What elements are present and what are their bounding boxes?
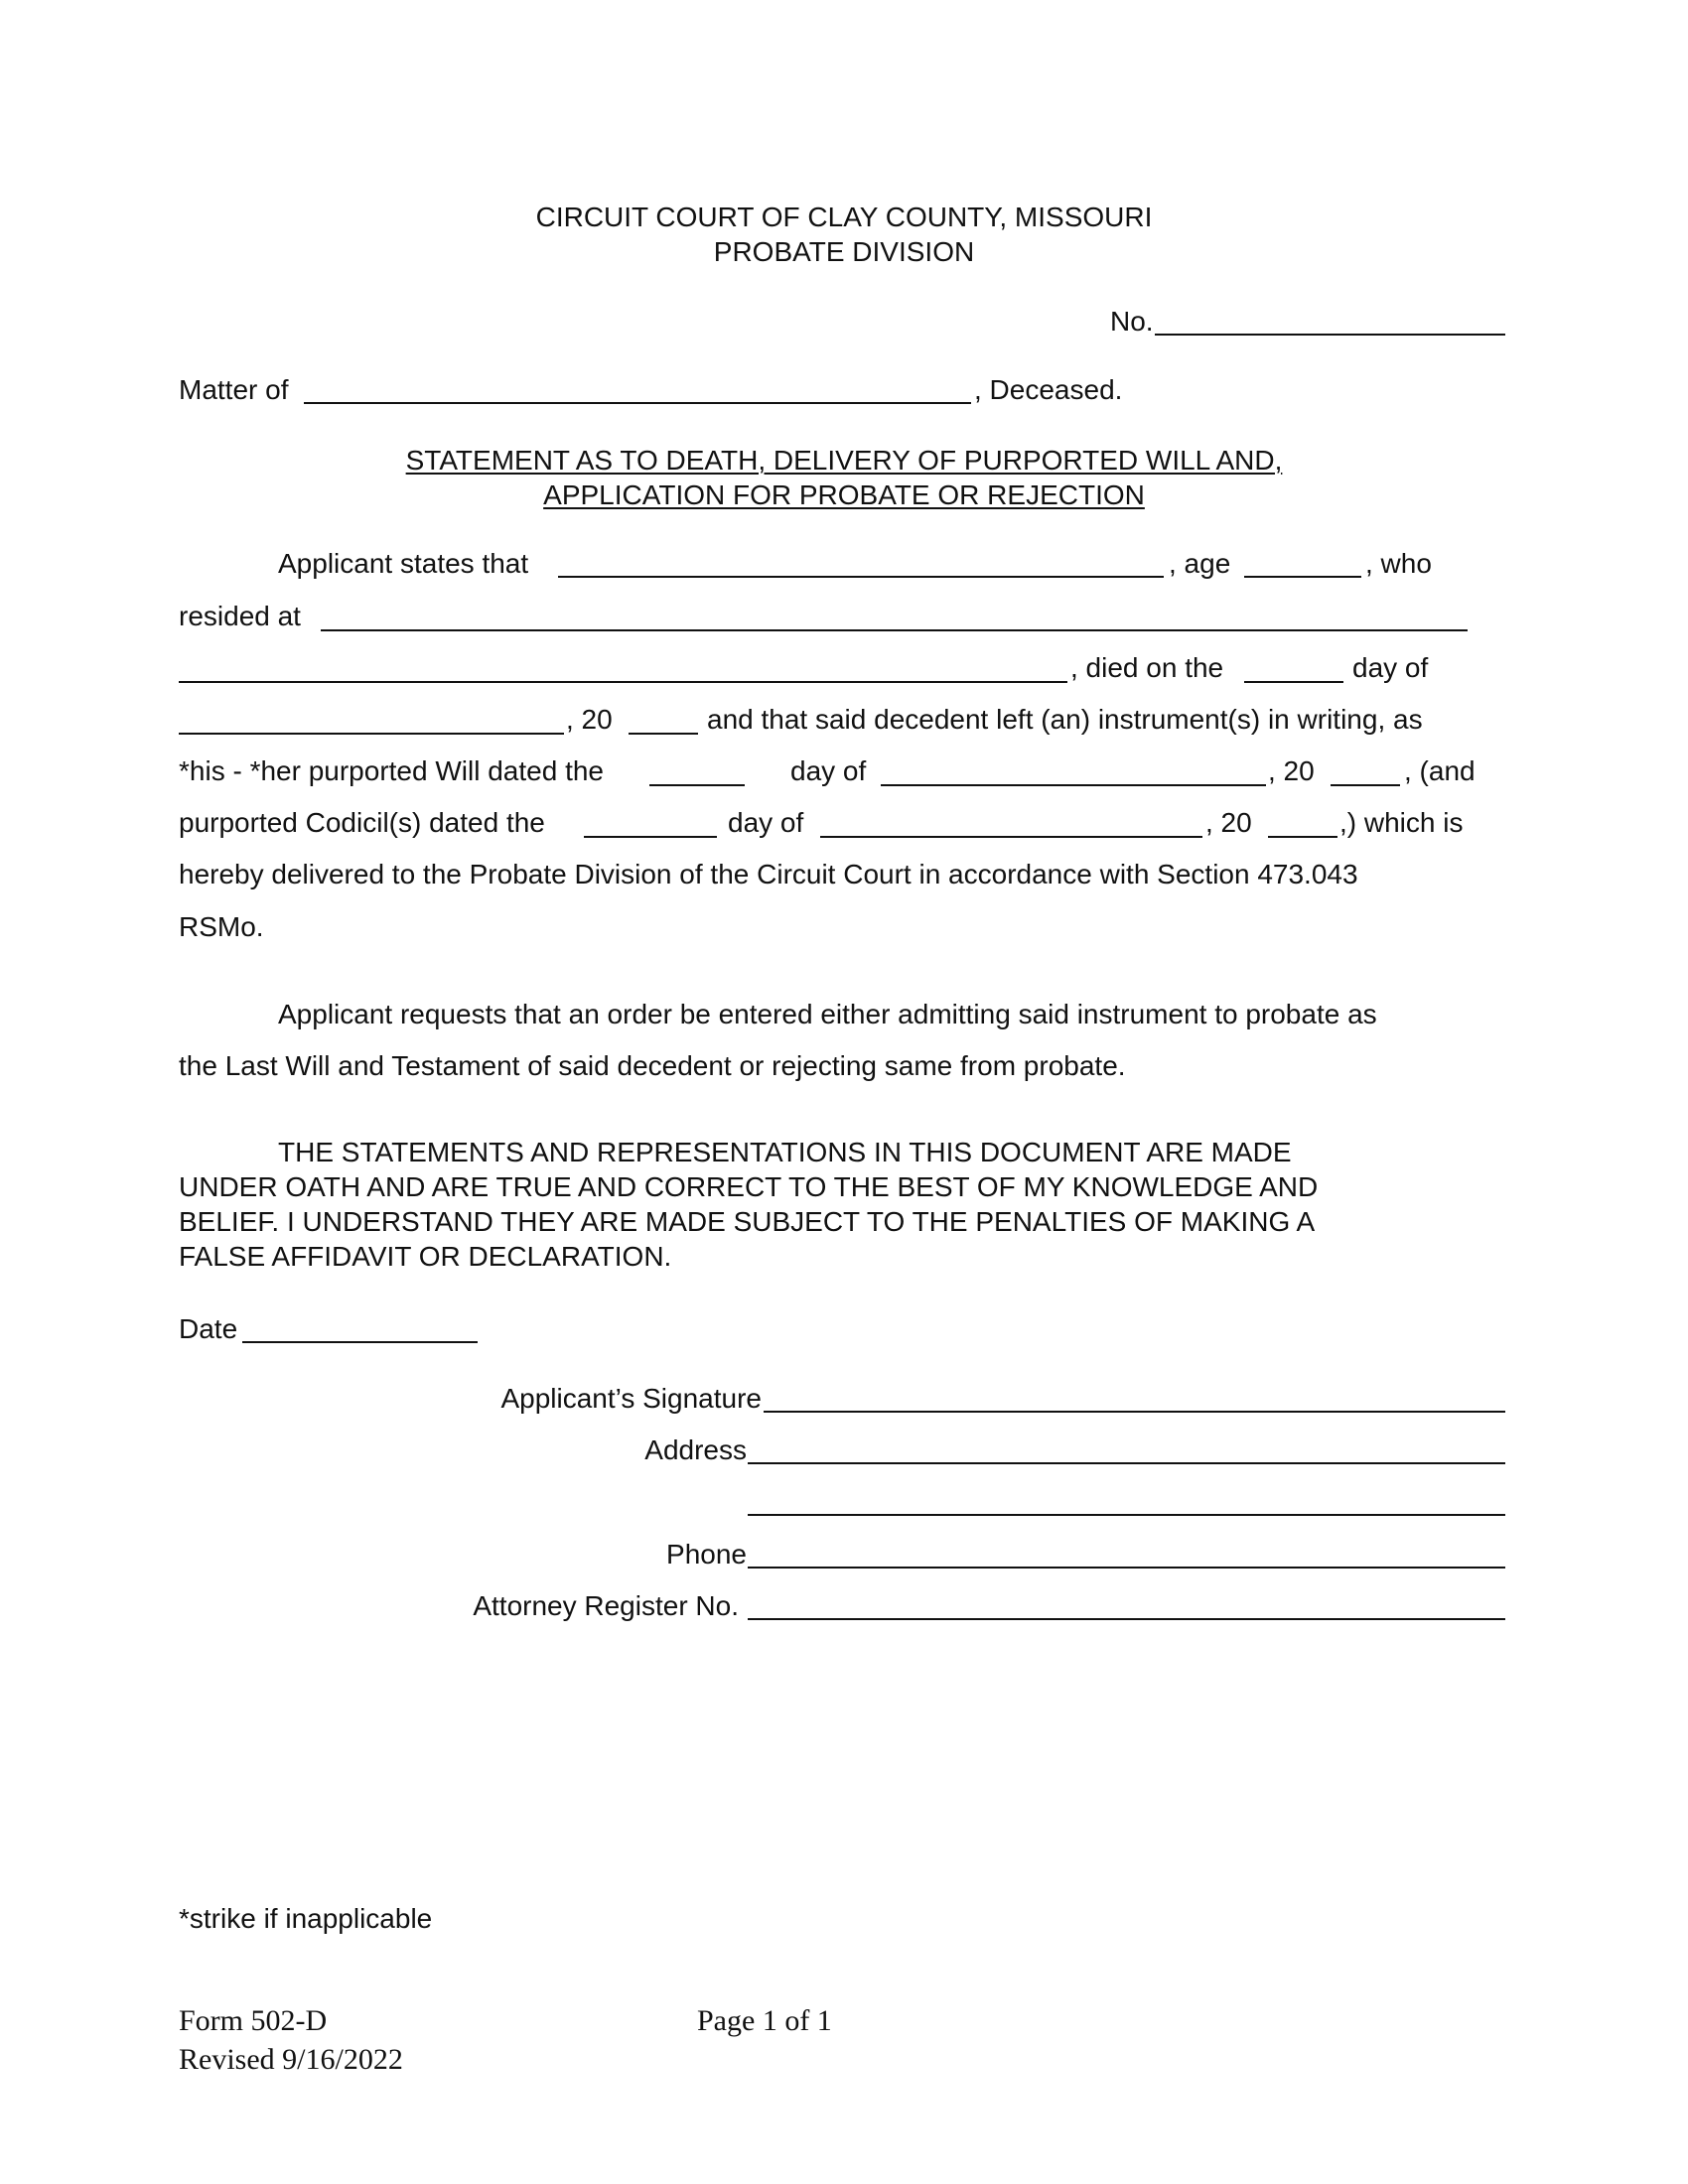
applicant-signature-label: Applicant’s Signature (500, 1383, 762, 1414)
stmt-day-of-2: day of (790, 755, 867, 786)
stmt-instrument: and that said decedent left (an) instrument(s) in writing, as (707, 704, 1423, 735)
attorney-register-label: Attorney Register No. (473, 1590, 739, 1621)
address-field-2[interactable] (748, 1514, 1505, 1516)
codicil-year-field[interactable] (1268, 836, 1337, 838)
stmt-and: , (and (1404, 755, 1476, 786)
address-label: Address (644, 1434, 747, 1465)
revision-date: Revised 9/16/2022 (179, 2043, 403, 2076)
age-field[interactable] (1244, 576, 1361, 578)
oath-paragraph (179, 1135, 1470, 1274)
stmt-age: , age (1169, 548, 1231, 579)
address-field-1[interactable] (748, 1462, 1505, 1464)
residence-field-1[interactable] (321, 629, 1468, 631)
codicil-month-field[interactable] (820, 836, 1202, 838)
stmt-resided-at: resided at (179, 601, 301, 631)
stmt-applicant-states: Applicant states that (278, 548, 529, 579)
phone-label: Phone (666, 1539, 747, 1570)
stmt-which-is: ,) which is (1339, 807, 1464, 838)
oath-line-4: FALSE AFFIDAVIT OR DECLARATION. (179, 1241, 672, 1272)
request-line-1: Applicant requests that an order be entered either admitting said instrument to probate as (278, 999, 1377, 1029)
stmt-rsmo: RSMo. (179, 911, 264, 942)
will-month-field[interactable] (881, 784, 1266, 786)
date-label: Date (179, 1313, 238, 1344)
stmt-delivered: hereby delivered to the Probate Division of the Circuit Court in accordance with Section 473.043 (179, 859, 1358, 889)
stmt-year-prefix-2: , 20 (1268, 755, 1315, 786)
court-name: CIRCUIT COURT OF CLAY COUNTY, MISSOURI (535, 202, 1153, 232)
death-month-field[interactable] (179, 733, 564, 735)
matter-of-label: Matter of (179, 374, 289, 405)
deceased-label: , Deceased. (974, 374, 1123, 405)
date-field[interactable] (242, 1341, 478, 1343)
oath-line-2: UNDER OATH AND ARE TRUE AND CORRECT TO THE BEST OF MY KNOWLEDGE AND (179, 1171, 1319, 1202)
phone-field[interactable] (748, 1567, 1505, 1569)
stmt-who: , who (1365, 548, 1432, 579)
stmt-will-dated: *his - *her purported Will dated the (179, 755, 604, 786)
will-day-field[interactable] (649, 784, 745, 786)
strike-footnote: *strike if inapplicable (179, 1903, 433, 1934)
request-line-2: the Last Will and Testament of said decedent or rejecting same from probate. (179, 1050, 1126, 1081)
oath-line-3: BELIEF. I UNDERSTAND THEY ARE MADE SUBJECT TO THE PENALTIES OF MAKING A (179, 1206, 1316, 1237)
oath-line-1: THE STATEMENTS AND REPRESENTATIONS IN THIS DOCUMENT ARE MADE (278, 1137, 1292, 1167)
stmt-year-prefix-1: , 20 (566, 704, 613, 735)
death-year-field[interactable] (629, 733, 698, 735)
decedent-name-field[interactable] (304, 402, 971, 404)
will-year-field[interactable] (1331, 784, 1400, 786)
page-number: Page 1 of 1 (697, 2004, 832, 2037)
stmt-died-on: , died on the (1070, 652, 1224, 683)
case-number-label: No. (1110, 306, 1154, 337)
stmt-day-of-3: day of (728, 807, 804, 838)
case-number-field[interactable] (1155, 334, 1505, 336)
form-title-line-1: STATEMENT AS TO DEATH, DELIVERY OF PURPORTED WILL AND, (405, 445, 1283, 476)
applicant-name-field[interactable] (558, 576, 1164, 578)
form-number: Form 502-D (179, 2004, 328, 2037)
death-day-field[interactable] (1244, 681, 1343, 683)
codicil-day-field[interactable] (584, 836, 717, 838)
form-title-line-2: APPLICATION FOR PROBATE OR REJECTION (543, 479, 1145, 510)
division-name: PROBATE DIVISION (713, 236, 975, 267)
stmt-codicil-dated: purported Codicil(s) dated the (179, 807, 545, 838)
stmt-year-prefix-3: , 20 (1205, 807, 1252, 838)
residence-field-2[interactable] (179, 681, 1067, 683)
attorney-register-field[interactable] (748, 1618, 1505, 1620)
stmt-day-of-1: day of (1352, 652, 1429, 683)
applicant-signature-field[interactable] (764, 1411, 1505, 1413)
